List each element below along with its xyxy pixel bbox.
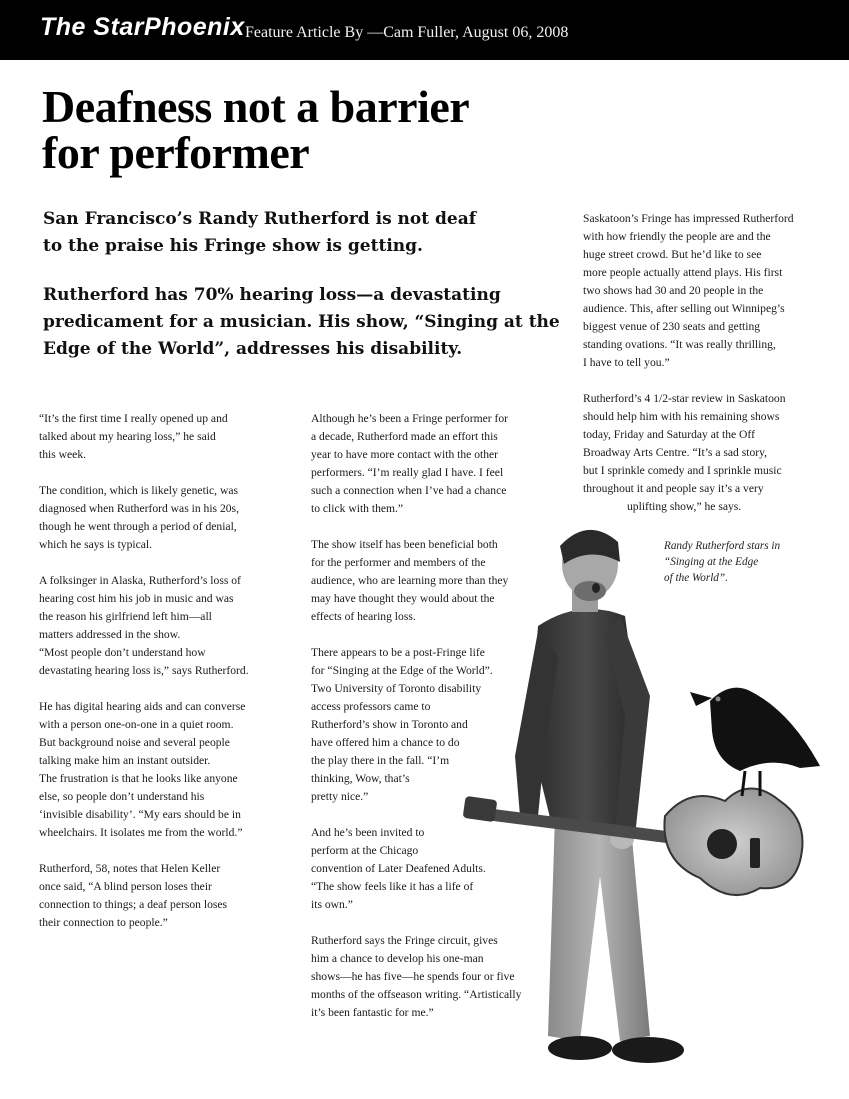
performer-photo <box>460 516 840 1091</box>
body-text-line: A folksinger in Alaska, Rutherford’s loss of <box>39 574 241 587</box>
caption-line: “Singing at the Edge <box>664 556 759 568</box>
body-text-line: uplifting show,” he says. <box>627 500 742 513</box>
body-paragraph <box>39 698 249 842</box>
raven <box>690 688 820 796</box>
body-text-line: to click with them.” <box>311 502 404 515</box>
body-text-line: Rutherford says the Fringe circuit, gives <box>311 934 498 947</box>
body-text-line: “Most people don’t understand how <box>39 646 206 659</box>
body-text-line: year to have more contact with the other <box>311 448 499 461</box>
body-text-line: throughout it and people say it’s a very <box>583 482 764 495</box>
body-text-line: more people actually attend plays. His first <box>583 266 783 279</box>
body-text-line: biggest venue of 230 seats and getting <box>583 320 761 333</box>
caption-line: of the World”. <box>664 572 728 584</box>
deck-line: San Francisco’s Randy Rutherford is not deaf <box>43 209 477 229</box>
body-text-line: today, Friday and Saturday at the Off <box>583 428 755 441</box>
body-text-line: Rutherford’s 4 1/2-star review in Saskatoon <box>583 392 786 405</box>
body-text-line: may have thought they would about the <box>311 592 495 605</box>
body-text-line: Broadway Arts Centre. “It’s a sad story, <box>583 446 768 459</box>
body-text-line: Two University of Toronto disability <box>311 682 482 695</box>
caption-line: Randy Rutherford stars in <box>664 540 781 552</box>
body-text-line: There appears to be a post-Fringe life <box>311 646 485 659</box>
body-text-line: “The show feels like it has a life of <box>311 880 474 893</box>
body-text-line: Rutherford, 58, notes that Helen Keller <box>39 862 221 875</box>
body-text-line: diagnosed when Rutherford was in his 20s, <box>39 502 239 515</box>
body-text-line: talking make him an instant outsider. <box>39 754 211 767</box>
body-text-line: have offered him a chance to do <box>311 736 460 749</box>
body-column-right <box>583 210 794 534</box>
body-text-line: the reason his girlfriend left him—all <box>39 610 212 623</box>
body-text-line: shows—he has five—he spends four or five <box>311 970 515 983</box>
body-paragraph <box>39 860 249 932</box>
body-text-line: The show itself has been beneficial both <box>311 538 498 551</box>
body-text-line: audience. This, after selling out Winnipeg’s <box>583 302 785 315</box>
body-text-line: effects of hearing loss. <box>311 610 416 623</box>
body-text-line: should help him with his remaining shows <box>583 410 780 423</box>
body-text-line: else, so people don’t understand his <box>39 790 205 803</box>
performer-figure <box>515 530 684 1063</box>
body-text-line: once said, “A blind person loses their <box>39 880 212 893</box>
body-text-line: ‘invisible disability’. “My ears should be in <box>39 808 241 821</box>
body-text-line: for “Singing at the Edge of the World”. <box>311 664 493 677</box>
deck-line: to the praise his Fringe show is getting. <box>43 236 423 256</box>
body-text-line: talked about my hearing loss,” he said <box>39 430 216 443</box>
body-paragraph <box>39 410 249 464</box>
deck-intro <box>43 206 476 260</box>
article-byline: Feature Article By —Cam Fuller, August 06, 2008 <box>245 24 569 41</box>
body-text-line: access professors came to <box>311 700 431 713</box>
body-text-line: months of the offseason writing. “Artistically <box>311 988 522 1001</box>
body-text-line: him a chance to develop his one-man <box>311 952 484 965</box>
body-text-line: it’s been fantastic for me.” <box>311 1006 434 1019</box>
body-text-line: but I sprinkle comedy and I sprinkle music <box>583 464 782 477</box>
body-text-line: Although he’s been a Fringe performer for <box>311 412 509 425</box>
body-text-line: connection to things; a deaf person loses <box>39 898 228 911</box>
body-text-line: And he’s been invited to <box>311 826 425 839</box>
body-paragraph <box>39 482 249 554</box>
deck-line: Edge of the World”, addresses his disability. <box>43 339 463 359</box>
body-text-line: Rutherford’s show in Toronto and <box>311 718 468 731</box>
body-text-line: He has digital hearing aids and can converse <box>39 700 246 713</box>
headline-line: for performer <box>42 127 310 178</box>
body-text-line: Saskatoon’s Fringe has impressed Rutherford <box>583 212 794 225</box>
headline-line: Deafness not a barrier <box>42 81 470 132</box>
publication-logo: The StarPhoenix <box>40 13 245 41</box>
body-text-line: two shows had 30 and 20 people in the <box>583 284 764 297</box>
body-text-line: though he went through a period of denial, <box>39 520 237 533</box>
body-text-line: standing ovations. “It was really thrilling, <box>583 338 776 351</box>
body-text-line: with how friendly the people are and the <box>583 230 771 243</box>
body-text-line: convention of Later Deafened Adults. <box>311 862 486 875</box>
body-text-line: their connection to people.” <box>39 916 168 929</box>
body-text-line: the play there in the fall. “I’m <box>311 754 450 767</box>
deck-summary <box>43 282 560 363</box>
deck-line: Rutherford has 70% hearing loss—a devastating <box>43 285 501 305</box>
article-headline <box>42 81 470 178</box>
body-text-line: perform at the Chicago <box>311 844 419 857</box>
body-text-line: pretty nice.” <box>311 790 369 803</box>
body-text-line: this week. <box>39 448 87 461</box>
body-text-line: The condition, which is likely genetic, was <box>39 484 238 497</box>
body-text-line: But background noise and several people <box>39 736 230 749</box>
body-column-left <box>39 410 249 950</box>
body-paragraph <box>39 572 249 680</box>
body-text-line: audience, who are learning more than they <box>311 574 509 587</box>
body-text-line: I have to tell you.” <box>583 356 670 369</box>
body-text-line: its own.” <box>311 898 353 911</box>
body-text-line: hearing cost him his job in music and was <box>39 592 234 605</box>
body-paragraph <box>311 410 521 518</box>
body-text-line: a decade, Rutherford made an effort this <box>311 430 498 443</box>
body-text-line: devastating hearing loss is,” says Rutherford. <box>39 664 249 677</box>
body-text-line: wheelchairs. It isolates me from the world.” <box>39 826 243 839</box>
body-text-line: “It’s the first time I really opened up and <box>39 412 228 425</box>
body-text-line: such a connection when I’ve had a chance <box>311 484 507 497</box>
body-text-line: thinking, Wow, that’s <box>311 772 410 785</box>
masthead <box>0 0 849 60</box>
body-text-line: The frustration is that he looks like anyone <box>39 772 238 785</box>
body-text-line: for the performer and members of the <box>311 556 486 569</box>
body-text-line: which he says is typical. <box>39 538 153 551</box>
body-paragraph <box>583 210 794 372</box>
body-text-line: with a person one-on-one in a quiet room. <box>39 718 234 731</box>
body-paragraph <box>583 390 794 516</box>
deck-line: predicament for a musician. His show, “Singing at the <box>43 312 560 332</box>
body-text-line: performers. “I’m really glad I have. I feel <box>311 466 504 479</box>
body-text-line: huge street crowd. But he’d like to see <box>583 248 762 261</box>
body-text-line: matters addressed in the show. <box>39 628 181 641</box>
